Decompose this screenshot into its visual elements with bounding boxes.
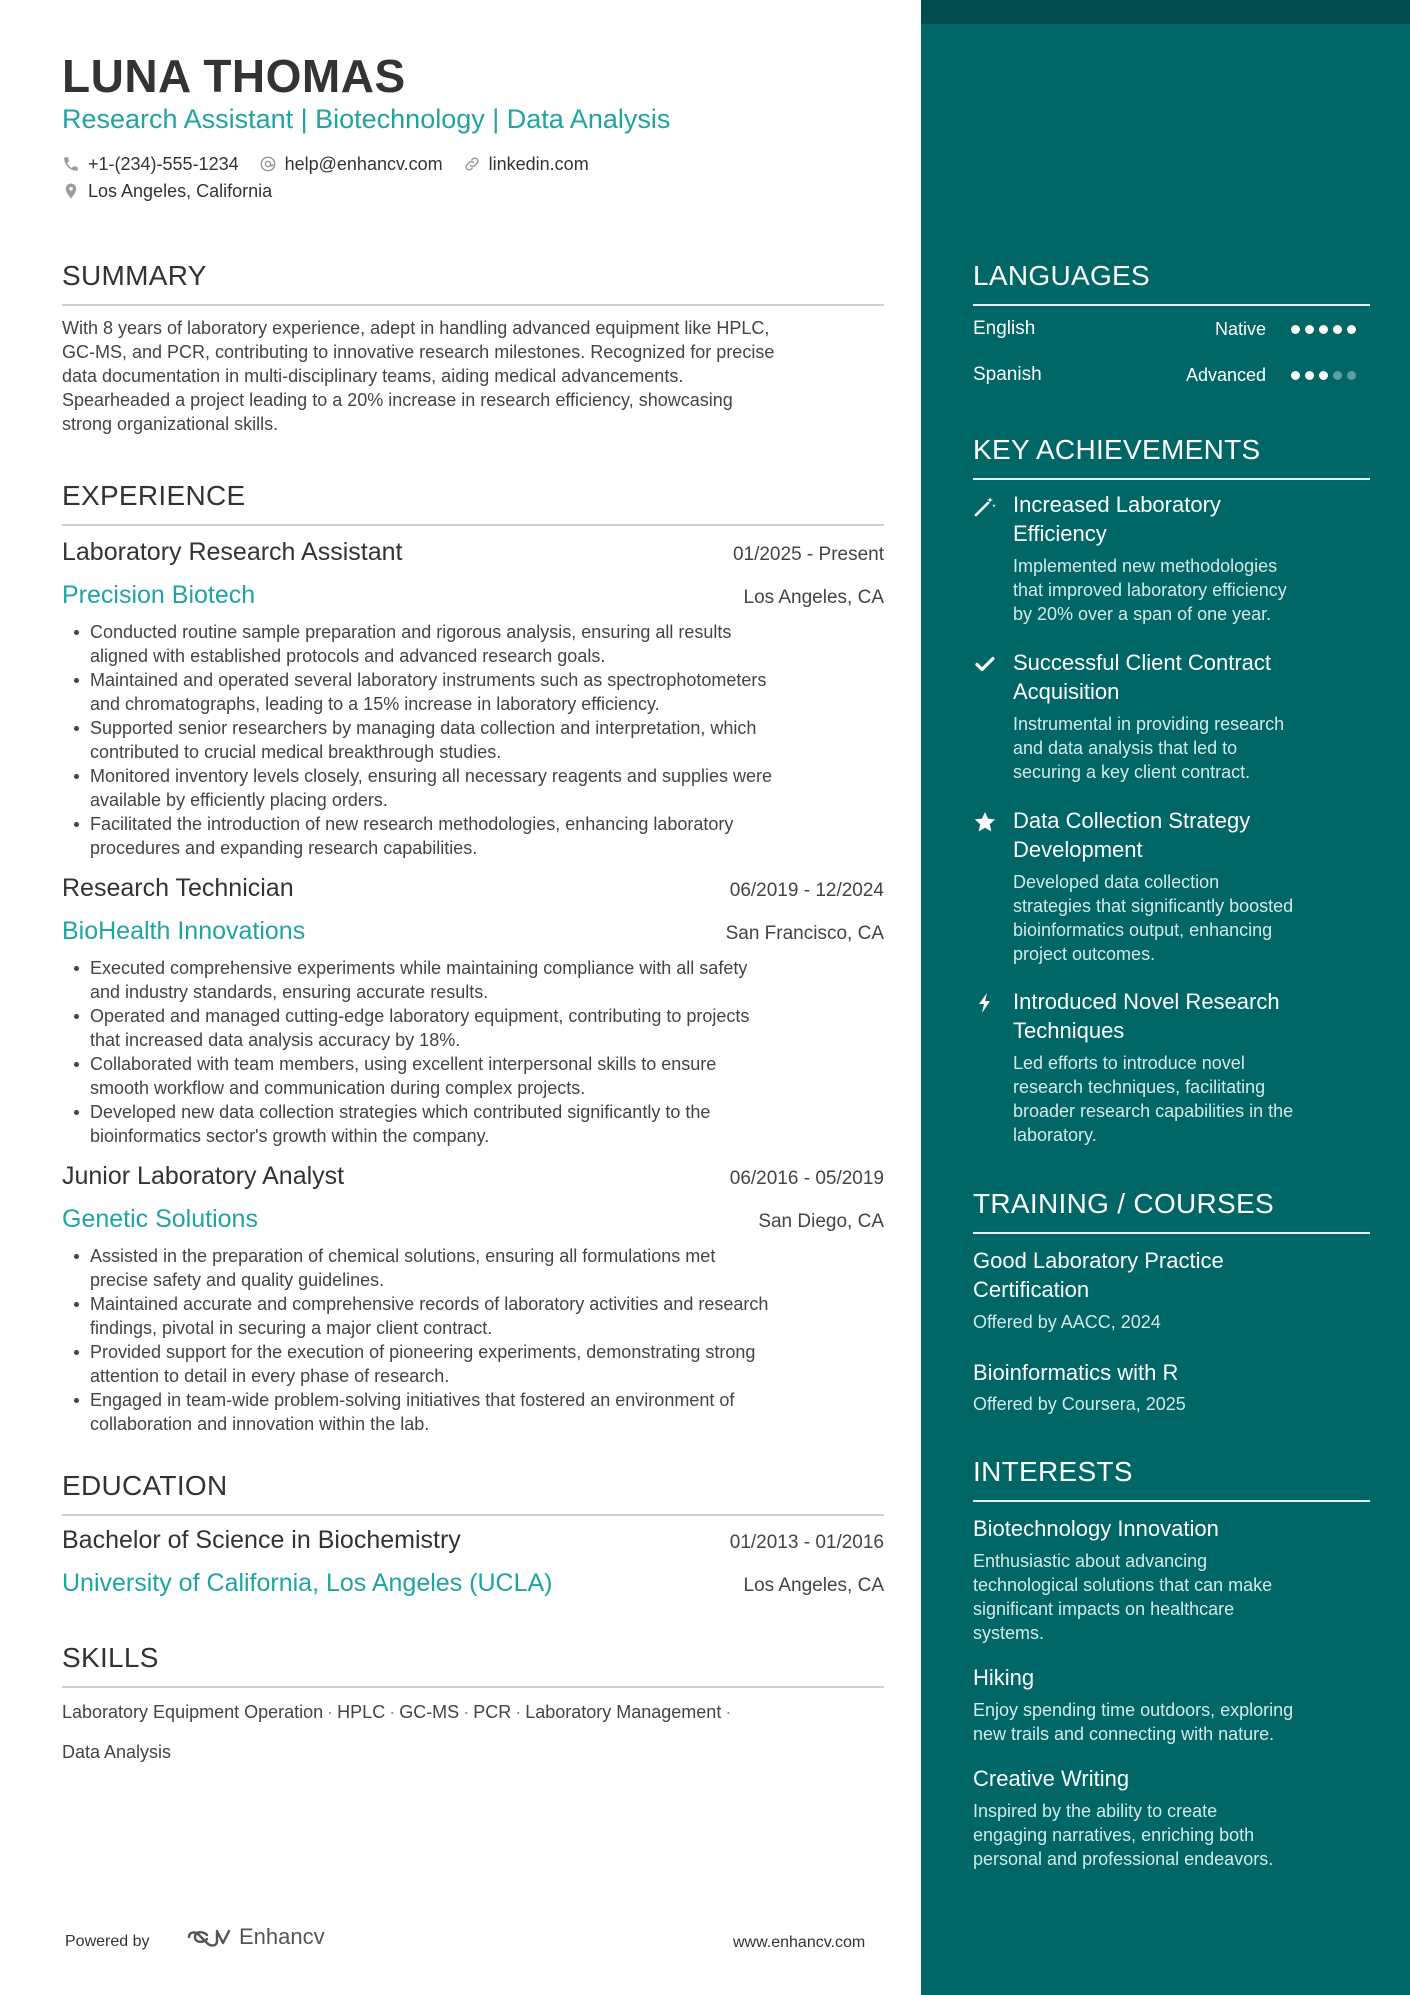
linkedin-item[interactable] [463, 152, 589, 176]
summary-line: Spearheaded a project leading to a 20% increase in research efficiency, showcasing [62, 390, 733, 410]
job-location: San Diego, CA [758, 1211, 884, 1232]
phone-icon [62, 155, 80, 173]
language-rating [1286, 371, 1356, 380]
phone-item [62, 152, 239, 176]
interest-title: Creative Writing [973, 1766, 1130, 1791]
summary-line: strong organizational skills. [62, 414, 279, 434]
school-location: Los Angeles, CA [743, 1575, 884, 1596]
section-divider [62, 524, 884, 526]
star-icon [973, 810, 997, 834]
company-name: Genetic Solutions [62, 1205, 258, 1233]
job-title: Research Technician [62, 874, 294, 902]
bullet-item: Executed comprehensive experiments while maintaining compliance with all safety and industry standards, ensuring accurate results. [62, 956, 884, 1004]
sidebar-top-band [921, 0, 1410, 24]
job-dates: 06/2019 - 12/2024 [729, 880, 884, 901]
bullet-item: Assisted in the preparation of chemical solutions, ensuring all formulations met precise safety and quality guidelines. [62, 1244, 884, 1292]
job-header [62, 1160, 884, 1195]
bullet-item: Operated and managed cutting-edge laboratory equipment, contributing to projects that increased data analysis accuracy by 18%. [62, 1004, 884, 1052]
rating-dot [1347, 325, 1356, 334]
achievement-desc: Implemented new methodologies that improved laboratory efficiency by 20% over a span of one year. [1013, 556, 1287, 624]
bullet-item: Monitored inventory levels closely, ensuring all necessary reagents and supplies were available by efficiently placing orders. [62, 764, 884, 812]
bullet-item: Maintained and operated several laboratory instruments such as spectrophotometers and chromatographs, leading to a 15% increase in laboratory efficiency. [62, 668, 884, 716]
email-item[interactable] [259, 152, 443, 176]
headline: Research Assistant | Biotechnology | Data Analysis [62, 104, 671, 134]
section-divider [973, 1500, 1370, 1502]
interest-item [973, 1514, 1370, 1645]
language-level: Native [1214, 318, 1266, 339]
job-title: Laboratory Research Assistant [62, 538, 403, 566]
summary-text [62, 316, 884, 436]
achievement-desc: Developed data collection strategies that significantly boosted bioinformatics output, enhancing project outcomes. [1013, 872, 1294, 964]
achievement-title: Increased Laboratory Efficiency [1013, 492, 1221, 546]
footer-url[interactable]: www.enhancv.com [733, 1934, 866, 1951]
job-title: Junior Laboratory Analyst [62, 1162, 345, 1190]
location-row [62, 179, 292, 203]
education-section [62, 1468, 884, 1602]
interest-title: Biotechnology Innovation [973, 1516, 1219, 1541]
job-entry [62, 1160, 884, 1436]
interest-title: Hiking [973, 1665, 1035, 1690]
skill-item: GC-MS [399, 1702, 460, 1722]
job-bullets [62, 1244, 884, 1436]
languages-section [973, 258, 1370, 398]
education-title: EDUCATION [62, 1470, 228, 1501]
enhancv-logo-icon [183, 1925, 231, 1949]
interest-desc: Enjoy spending time outdoors, exploring new trails and connecting with nature. [973, 1700, 1294, 1744]
bullet-item: Conducted routine sample preparation and rigorous analysis, ensuring all results aligned with established protocols and advanced research goals. [62, 620, 884, 668]
job-dates: 06/2016 - 05/2019 [729, 1168, 884, 1189]
location-text: Los Angeles, California [88, 181, 273, 201]
language-level: Advanced [1185, 364, 1266, 385]
bullet-item: Developed new data collection strategies which contributed significantly to the bioinformatics sector's growth within the company. [62, 1100, 884, 1148]
linkedin-link[interactable]: linkedin.com [488, 154, 589, 174]
checkmark-icon [973, 652, 997, 676]
achievements-title: KEY ACHIEVEMENTS [973, 434, 1261, 465]
bullet-item: Collaborated with team members, using excellent interpersonal skills to ensure smooth workflow and communication during complex projects. [62, 1052, 884, 1100]
job-entry [62, 536, 884, 860]
skill-item: Laboratory Equipment Operation [62, 1702, 324, 1722]
achievement-title: Introduced Novel Research Techniques [1013, 989, 1280, 1043]
sidebar [921, 0, 1410, 1995]
section-divider [973, 1232, 1370, 1234]
rating-dot [1333, 325, 1342, 334]
rating-dot [1305, 371, 1314, 380]
link-icon [463, 155, 481, 173]
section-divider [973, 478, 1370, 480]
location-item [62, 179, 272, 203]
job-location: San Francisco, CA [725, 923, 884, 944]
bullet-item: Facilitated the introduction of new research methodologies, enhancing laboratory procedures and expanding research capabilities. [62, 812, 884, 860]
course-title: Good Laboratory Practice Certification [973, 1248, 1224, 1302]
course-provider: Offered by Coursera, 2025 [973, 1394, 1186, 1414]
rating-dot [1305, 325, 1314, 334]
bullet-item: Provided support for the execution of pioneering experiments, demonstrating strong attention to detail in every phase of research. [62, 1340, 884, 1388]
interest-desc: Enthusiastic about advancing technological solutions that can make significant impacts on healthcare systems. [973, 1551, 1273, 1643]
rating-dot [1319, 325, 1328, 334]
magic-wand-icon [973, 494, 997, 518]
job-company-row [62, 579, 884, 614]
experience-title: EXPERIENCE [62, 480, 246, 511]
achievement-desc: Led efforts to introduce novel research techniques, facilitating broader research capabilities in the laboratory. [1013, 1053, 1294, 1145]
skill-item: Data Analysis [62, 1742, 172, 1762]
rating-dot [1291, 325, 1300, 334]
degree: Bachelor of Science in Biochemistry [62, 1526, 461, 1554]
interests-title: INTERESTS [973, 1456, 1133, 1487]
course-item [973, 1246, 1370, 1334]
rating-dot [1291, 371, 1300, 380]
languages-title: LANGUAGES [973, 260, 1150, 291]
job-company-row [62, 1203, 884, 1238]
language-name: English [973, 318, 1036, 339]
enhancv-logo[interactable] [183, 1924, 325, 1950]
job-header [62, 536, 884, 571]
skills-list-cont [62, 1740, 884, 1764]
at-icon [259, 155, 277, 173]
training-title: TRAINING / COURSES [973, 1188, 1274, 1219]
job-bullets [62, 956, 884, 1148]
course-item [973, 1358, 1370, 1416]
powered-by-label: Powered by [65, 1933, 150, 1950]
section-divider [62, 304, 884, 306]
section-divider [62, 1686, 884, 1688]
course-title: Bioinformatics with R [973, 1360, 1179, 1385]
education-dates: 01/2013 - 01/2016 [729, 1532, 884, 1553]
job-company-row [62, 915, 884, 950]
achievements-section [973, 432, 1370, 480]
course-provider: Offered by AACC, 2024 [973, 1312, 1161, 1332]
interest-item [973, 1764, 1370, 1871]
job-entry [62, 872, 884, 1148]
skills-section [62, 1640, 884, 1764]
achievement-title: Data Collection Strategy Development [1013, 808, 1251, 862]
language-row [973, 306, 1370, 352]
rating-dot [1347, 371, 1356, 380]
skill-item: Laboratory Management [525, 1702, 722, 1722]
email-link[interactable]: help@enhancv.com [284, 154, 443, 174]
job-header [62, 872, 884, 907]
job-dates: 01/2025 - Present [732, 544, 884, 565]
experience-section [62, 478, 884, 526]
summary-line: GC-MS, and PCR, contributing to innovative research milestones. Recognized for precise [62, 342, 775, 362]
summary-section [62, 258, 884, 436]
contact-row [62, 152, 609, 176]
language-name: Spanish [973, 364, 1042, 385]
rating-dot [1319, 371, 1328, 380]
skills-title: SKILLS [62, 1642, 159, 1673]
language-rating [1286, 325, 1356, 334]
school-name: University of California, Los Angeles (UCLA) [62, 1569, 553, 1597]
language-row [973, 352, 1370, 398]
company-name: Precision Biotech [62, 581, 256, 609]
lightning-icon [973, 991, 997, 1015]
interest-desc: Inspired by the ability to create engaging narratives, enriching both personal and professional endeavors. [973, 1801, 1274, 1869]
school-row [62, 1567, 884, 1602]
summary-line: With 8 years of laboratory experience, adept in handling advanced equipment like HPLC, [62, 318, 770, 338]
skill-item: PCR [473, 1702, 512, 1722]
interest-item [973, 1663, 1370, 1746]
skills-list: Laboratory Equipment Operation · HPLC · GC-MS · PCR · Laboratory Management · [62, 1702, 732, 1722]
rating-dot [1333, 371, 1342, 380]
interests-section [973, 1454, 1370, 1871]
company-name: BioHealth Innovations [62, 917, 306, 945]
section-divider [62, 1514, 884, 1516]
achievement-desc: Instrumental in providing research and data analysis that led to securing a key client contract. [1013, 714, 1285, 782]
education-header [62, 1524, 884, 1559]
bullet-item: Maintained accurate and comprehensive records of laboratory activities and research findings, pivotal in securing a major client contract. [62, 1292, 884, 1340]
training-section [973, 1186, 1370, 1416]
skill-item: HPLC [337, 1702, 386, 1722]
job-bullets [62, 620, 884, 860]
bullet-item: Supported senior researchers by managing data collection and interpretation, which contributed to crucial medical breakthrough studies. [62, 716, 884, 764]
phone-text: +1-(234)-555-1234 [88, 154, 239, 174]
job-location: Los Angeles, CA [743, 587, 884, 608]
achievement-title: Successful Client Contract Acquisition [1013, 650, 1271, 704]
summary-title: SUMMARY [62, 260, 207, 291]
bullet-item: Engaged in team-wide problem-solving initiatives that fostered an environment of collaboration and innovation within the lab. [62, 1388, 884, 1436]
candidate-name: LUNA THOMAS [62, 50, 406, 102]
summary-line: data documentation in multi-disciplinary teams, aiding medical advancements. [62, 366, 684, 386]
enhancv-wordmark: Enhancv [239, 1924, 325, 1949]
location-pin-icon [62, 182, 80, 200]
